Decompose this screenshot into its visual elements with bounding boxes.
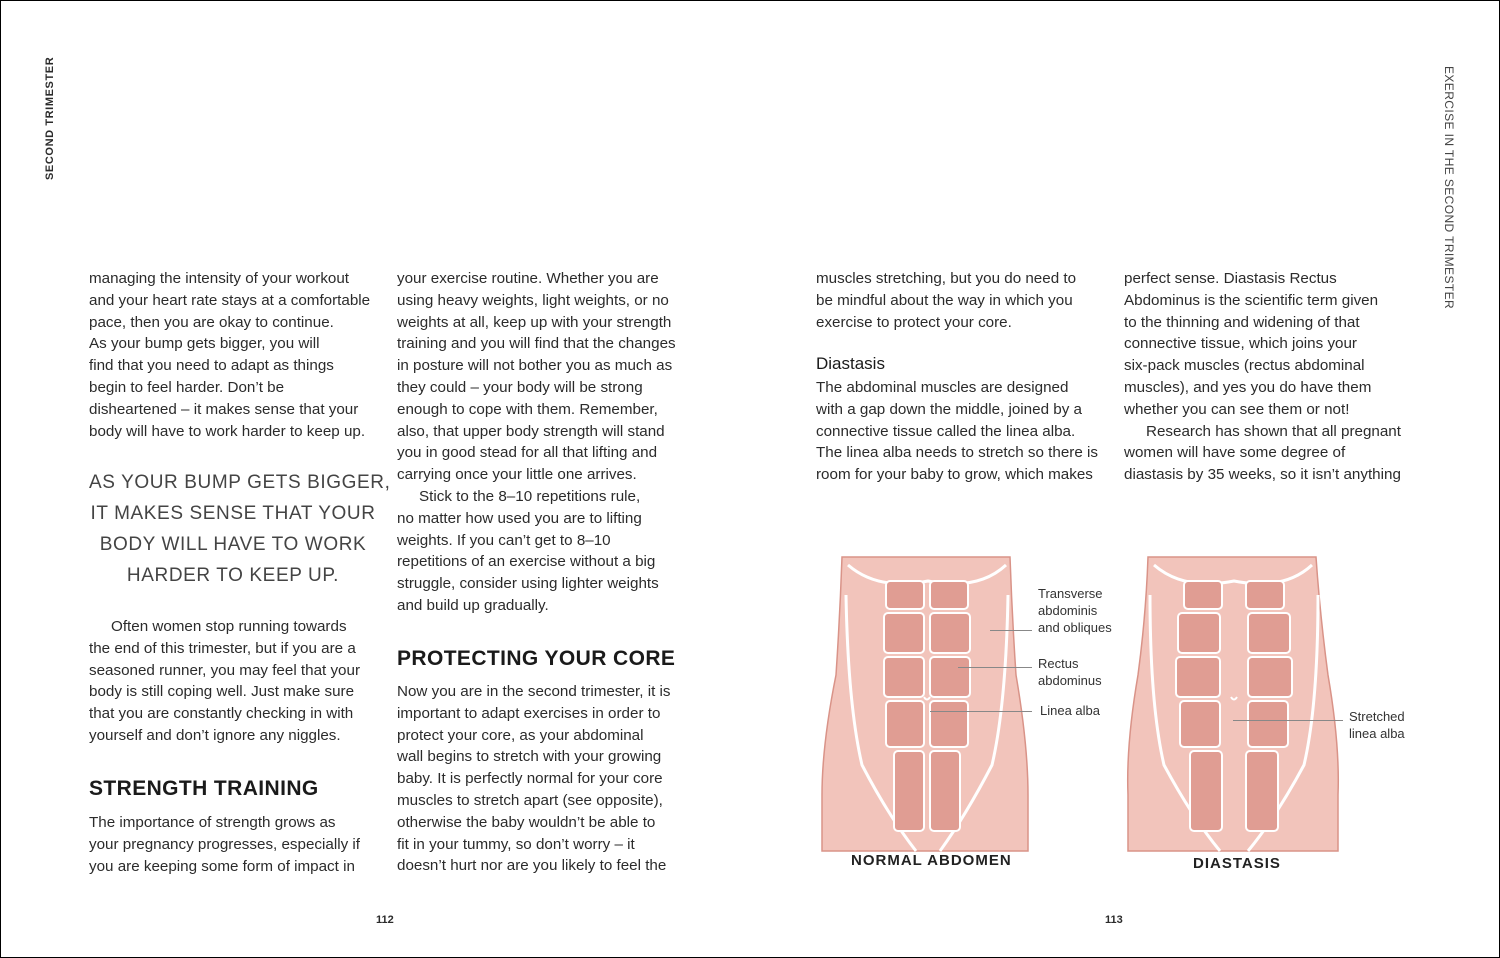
- text-line: body will have to work harder to keep up.: [89, 422, 366, 440]
- label-linea-alba: Linea alba: [1040, 703, 1100, 718]
- text-line: wall begins to stretch with your growing: [397, 748, 662, 766]
- caption-normal-abdomen: NORMAL ABDOMEN: [851, 852, 1012, 869]
- column-4: [1124, 268, 1401, 486]
- text-line: room for your baby to grow, which makes: [816, 466, 1093, 484]
- text-line: The abdominal muscles are designed: [816, 379, 1069, 396]
- text-line: struggle, consider using lighter weights: [397, 575, 659, 593]
- text-line: your exercise routine. Whether you are: [397, 270, 659, 287]
- text-line: find that you need to adapt as things: [89, 357, 334, 375]
- label-line: Transverse: [1038, 586, 1103, 601]
- label-line: Stretched: [1349, 709, 1405, 724]
- pull-quote: [89, 467, 391, 591]
- text-line: using heavy weights, light weights, or no: [397, 291, 669, 309]
- text-line: doesn’t hurt nor are you likely to feel the: [397, 857, 667, 875]
- text-line: training and you will find that the changes: [397, 335, 676, 353]
- text-line: connective tissue, which joins your: [1124, 335, 1357, 353]
- text-line: muscles to stretch apart (see opposite),: [397, 791, 663, 809]
- text-line: otherwise the baby wouldn’t be able to: [397, 813, 656, 831]
- text-line: whether you can see them or not!: [1124, 400, 1350, 418]
- subheading-diastasis: Diastasis: [816, 354, 885, 373]
- text-line: carrying once your little one arrives.: [397, 466, 637, 484]
- pull-quote-line: AS YOUR BUMP GETS BIGGER,: [89, 472, 391, 493]
- label-line: Rectus: [1038, 656, 1079, 671]
- label-line: abdominus: [1038, 673, 1102, 688]
- leader-line-rectus: [958, 667, 1032, 668]
- text-line: As your bump gets bigger, you will: [89, 335, 320, 353]
- text-line: Abdominus is the scientific term given: [1124, 291, 1379, 309]
- torso-silhouette: [1128, 557, 1339, 851]
- text-line: repetitions of an exercise without a big: [397, 553, 656, 571]
- column-3-bottom: [816, 377, 1098, 486]
- leader-line-linea-alba: [930, 711, 1032, 712]
- column-2-top: [397, 268, 676, 617]
- column-1-middle: [89, 616, 360, 747]
- text-line: six-pack muscles (rectus abdominal: [1124, 357, 1365, 375]
- text-line: begin to feel harder. Don’t be: [89, 378, 285, 396]
- text-line: exercise to protect your core.: [816, 313, 1012, 331]
- text-line: you are keeping some form of impact in: [89, 857, 355, 875]
- text-line: enough to cope with them. Remember,: [397, 400, 658, 418]
- text-line: baby. It is perfectly normal for your core: [397, 770, 663, 788]
- text-line: body is still coping well. Just make sure: [89, 683, 355, 701]
- caption-diastasis: DIASTASIS: [1193, 855, 1281, 872]
- label-rectus: [1038, 655, 1102, 689]
- label-transverse: [1038, 585, 1112, 636]
- text-line: no matter how used you are to lifting: [397, 509, 642, 527]
- text-line: the end of this trimester, but if you are a: [89, 639, 356, 657]
- label-stretched: [1349, 708, 1405, 742]
- text-line: weights at all, keep up with your strength: [397, 313, 672, 331]
- pull-quote-line: BODY WILL HAVE TO WORK: [99, 534, 367, 555]
- pull-quote-line: HARDER TO KEEP UP.: [126, 565, 340, 586]
- text-line: weights. If you can’t get to 8–10: [397, 531, 611, 549]
- text-line: Often women stop running towards: [111, 618, 347, 635]
- column-1-top: [89, 268, 370, 442]
- running-head-left: SECOND TRIMESTER: [44, 56, 56, 180]
- column-2-bottom: [397, 681, 671, 877]
- text-line: in posture will not bother you as much as: [397, 357, 673, 375]
- page-number-left: 112: [376, 914, 394, 926]
- text-line: that you are constantly checking in with: [89, 705, 354, 723]
- text-line: muscles), and yes you do have them: [1124, 378, 1372, 396]
- leader-line-transverse: [990, 630, 1032, 631]
- heading-strength-training: STRENGTH TRAINING: [89, 777, 319, 800]
- label-line: and obliques: [1038, 620, 1112, 635]
- text-line: managing the intensity of your workout: [89, 270, 350, 287]
- text-line: also, that upper body strength will stand: [397, 422, 665, 440]
- column-3-top: [816, 268, 1076, 333]
- text-line: perfect sense. Diastasis Rectus: [1124, 270, 1337, 287]
- label-line: abdominis: [1038, 603, 1098, 618]
- text-line: be mindful about the way in which you: [816, 291, 1073, 309]
- pull-quote-line: IT MAKES SENSE THAT YOUR: [90, 503, 376, 524]
- text-line: yourself and don’t ignore any niggles.: [89, 726, 341, 744]
- text-line: and your heart rate stays at a comfortable: [89, 291, 371, 309]
- text-line: connective tissue called the linea alba.: [816, 422, 1076, 440]
- text-line: to the thinning and widening of that: [1124, 313, 1360, 331]
- text-line: you in good stead for all that lifting and: [397, 444, 658, 462]
- text-line: seasoned runner, you may feel that your: [89, 661, 361, 679]
- heading-protecting-your-core: PROTECTING YOUR CORE: [397, 647, 676, 670]
- normal-abdomen-illustration: [818, 555, 1038, 855]
- text-line: The linea alba needs to stretch so there is: [816, 444, 1098, 462]
- text-line: with a gap down the middle, joined by a: [816, 400, 1082, 418]
- text-line: Now you are in the second trimester, it is: [397, 683, 671, 700]
- text-line: your pregnancy progresses, especially if: [89, 835, 360, 853]
- text-line: protect your core, as your abdominal: [397, 726, 644, 744]
- leader-line-stretched: [1233, 720, 1343, 721]
- text-line: women will have some degree of: [1124, 444, 1346, 462]
- text-line: important to adapt exercises in order to: [397, 704, 661, 722]
- text-line: disheartened – it makes sense that your: [89, 400, 359, 418]
- running-head-right: EXERCISE IN THE SECOND TRIMESTER: [1442, 66, 1456, 310]
- column-1-bottom: [89, 812, 360, 877]
- text-line: The importance of strength grows as: [89, 814, 336, 831]
- diastasis-illustration: [1124, 555, 1344, 855]
- label-line: linea alba: [1349, 726, 1405, 741]
- text-line: muscles stretching, but you do need to: [816, 270, 1077, 287]
- text-line: and build up gradually.: [397, 596, 549, 614]
- page-number-right: 113: [1105, 914, 1123, 926]
- text-line: diastasis by 35 weeks, so it isn’t anything: [1124, 466, 1401, 484]
- text-line: Research has shown that all pregnant: [1146, 422, 1401, 440]
- text-line: fit in your tummy, so don’t worry – it: [397, 835, 635, 853]
- text-line: they could – your body will be strong: [397, 378, 643, 396]
- text-line: Stick to the 8–10 repetitions rule,: [419, 487, 641, 505]
- text-line: pace, then you are okay to continue.: [89, 313, 334, 331]
